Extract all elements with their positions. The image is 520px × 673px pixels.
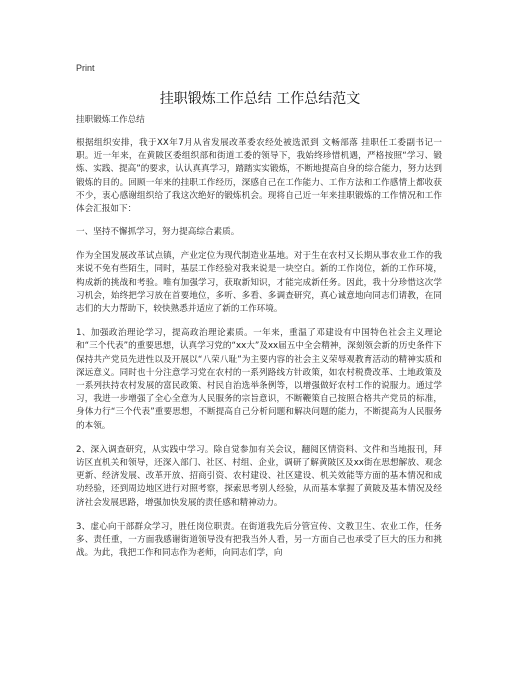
document-subtitle: 挂职锻炼工作总结 [76,115,145,125]
document-title: 挂职锻炼工作总结 工作总结范文 [159,91,361,107]
document-body [76,115,442,571]
print-link[interactable]: Print [76,63,95,73]
section-one-paragraph: 作为全国发展改革试点镇，产业定位为现代制造业基地。对于生在农村又长期从事农业工作的我来说不免有些陌生，同时，基层工作经验对我来说是一块空白。新的工作岗位，新的工作环境，构成新的挑战和考验。唯有加强学习，获取新知识，才能完成新任务。因此，我十分珍惜这次学习机会，始终把学习放在首要地位，多听、多看、多调查研究，真心诚意地向同志们请教，在同志们的大力帮助下，较快熟悉并适应了新的工作环境。 [76,251,442,315]
item-three-paragraph: 3、虚心向干部群众学习，胜任岗位职责。在街道我先后分管宣传、文教卫生、农业工作，任务多、责任重，一方面我感谢街道领导没有把我当外人看，另一方面自己也承受了巨大的压力和挑战。为此，我把工作和同志作为老师，向同志们学，向 [76,521,442,559]
intro-paragraph: 根据组织安排，我于XX年7月从省发展改革委农经处被选派到 文畅部落 挂职任工委副书记一职。近一年来，在黄陂区委组织部和街道工委的领导下，我始终珍惜机遇，严格按照“学习、锻炼、实践、提高”的要求，认认真真学习，踏踏实实锻炼，不断地提高自身的综合能力，努力达到锻炼的目的。回顾一年来的挂职工作经历，深感自己在工作能力、工作方法和工作感情上都收获不少，衷心感谢组织给了我这次绝好的锻炼机会。现将自己近一年来挂职锻炼的工作情况和工作体会汇报如下： [76,138,442,215]
item-one-paragraph: 1、加强政治理论学习，提高政治理论素质。一年来，重温了邓建设有中国特色社会主义理论和“三个代表”的重要思想，认真学习党的“xx大”及xx届五中全会精神，深刻领会新的历史条件下保持共产党员先进性以及开展以“八荣八耻”为主要内容的社会主义荣辱观教育活动的精神实质和深远意义。同时也十分注意学习党在农村的一系列路线方针政策，如农村税费改革、土地政策及一系列扶持农村发展的富民政策、村民自治选举条例等，以增强做好农村工作的说服力。通过学习，我进一步增强了全心全意为人民服务的宗旨意识，不断鞭策自己按照合格共产党员的标准，身体力行“三个代表”重要思想，不断提高自己分析问题和解决问题的能力，不断提高为人民服务的本领。 [76,328,442,431]
item-two-paragraph: 2、深入调查研究，从实践中学习。除自觉参加有关会议，翻阅区情资料、文件和当地报刊，拜访区直机关和领导，还深入部门、社区、村组、企业，调研了解黄陂区及xx街在思想解放、观念更新、经济发展、改革开放、招商引资、农村建设、社区建设、机关效能等方面的基本情况和成功经验，还到周边地区进行对照考察，探索思考别人经验，从而基本掌握了黄陂及基本情况及经济社会发展思路，增强加快发展的责任感和精神动力。 [76,444,442,508]
section-one-heading: 一、坚持不懈抓学习，努力提高综合素质。 [76,227,240,238]
